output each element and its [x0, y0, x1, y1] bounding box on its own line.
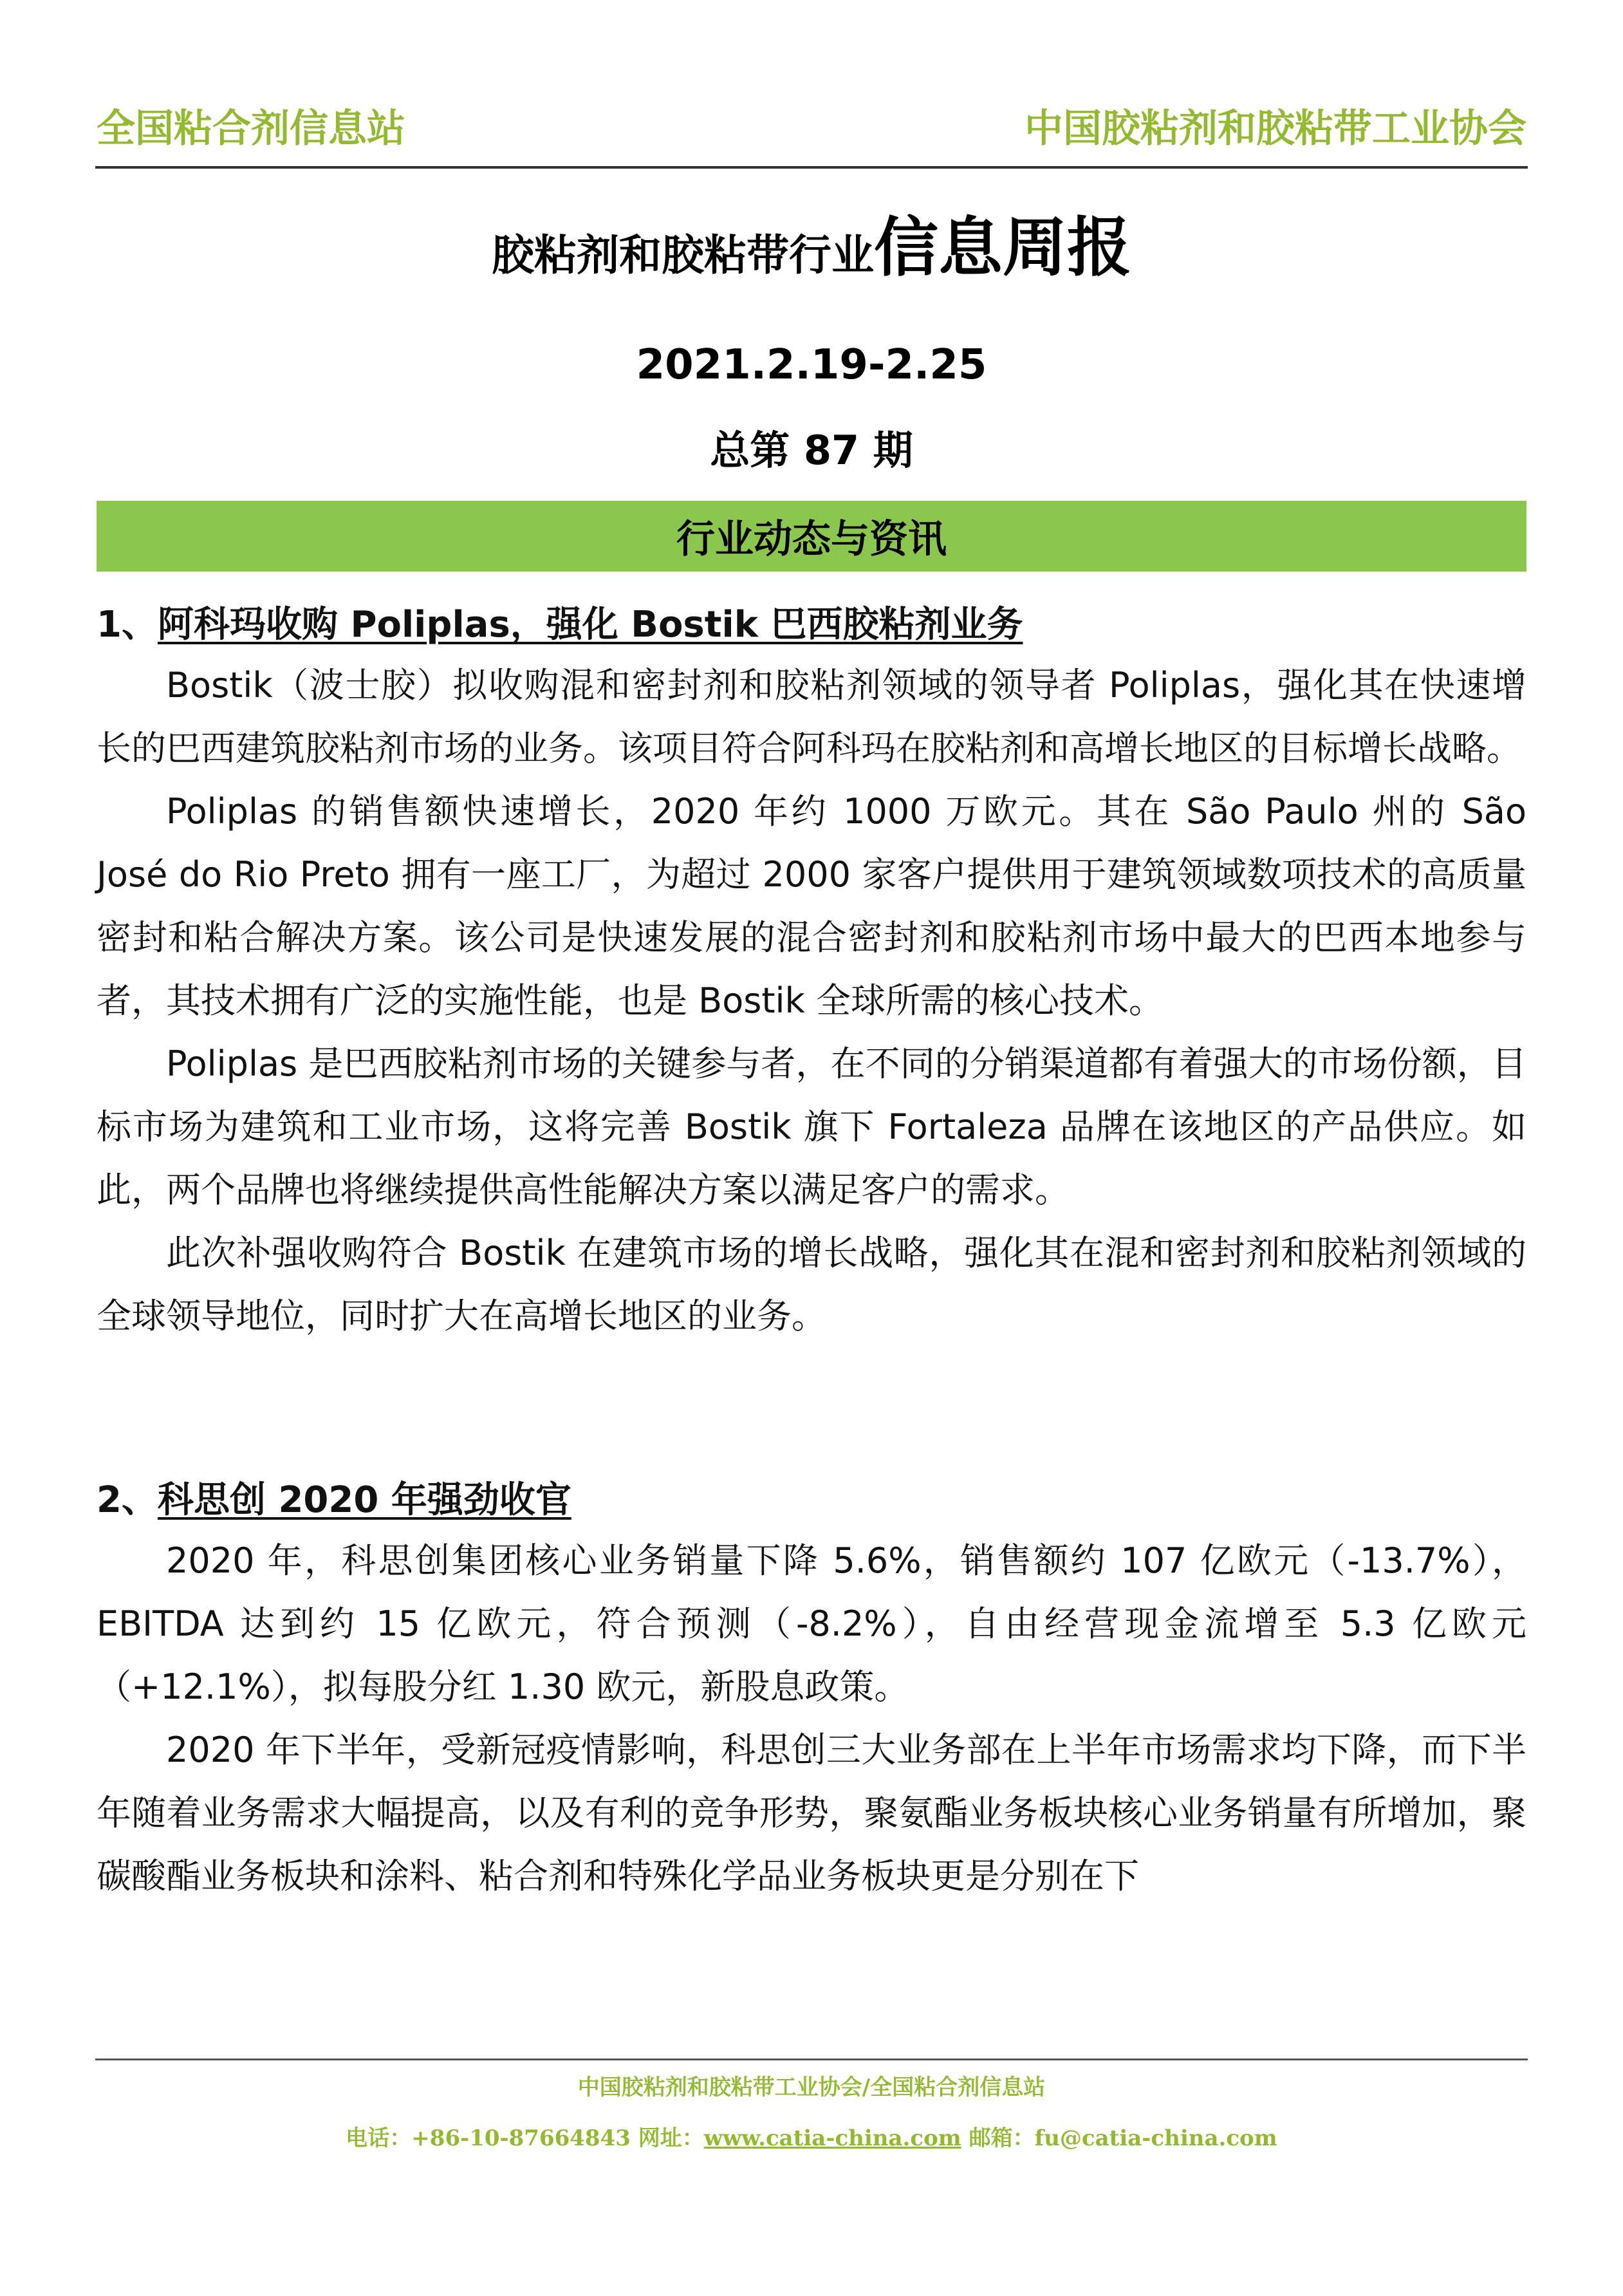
date-range: 2021.2.19-2.25 — [636, 341, 987, 389]
header-divider — [95, 166, 1528, 169]
article-number: 1、 — [97, 604, 158, 646]
footer-organization: 中国胶粘剂和胶粘带工业协会/全国粘合剂信息站 — [577, 2075, 1046, 2100]
footer-divider — [95, 2058, 1528, 2060]
header-right-association-name: 中国胶粘剂和胶粘带工业协会 — [1025, 106, 1526, 151]
footer-contact — [97, 2120, 1526, 2152]
article-paragraph: 2020 年下半年，受新冠疫情影响，科思创三大业务部在上半年市场需求均下降，而下半年随着业务需求大幅提高，以及有利的竞争形势，聚氨酯业务板块核心业务销量有所增加，聚碳酸酯业务板块和涂料、粘合剂和特殊化学品业务板块更是分别在下 — [97, 1729, 1526, 1896]
issue-number: 总第 87 期 — [710, 427, 913, 474]
article-paragraph: 此次补强收购符合 Bostik 在建筑市场的增长战略，强化其在混和密封剂和胶粘剂领域的全球领导地位，同时扩大在高增长地区的业务。 — [97, 1232, 1526, 1336]
article-paragraph: Poliplas 的销售额快速增长，2020 年约 1000 万欧元。其在 São Paulo 州的 São José do Rio Preto 拥有一座工厂，为超过 2000 家客户提供用于建筑领域数项技术的高质量密封和粘合解决方案。该公司是快速发展的混合密封剂和胶粘剂市场中最大的巴西本地参与者，其技术拥有广泛的实施性能，也是 Bostik 全球所需的核心技术。 — [97, 790, 1526, 1021]
footer-email: 邮箱：fu@catia-china.com — [961, 2125, 1277, 2151]
article-paragraph: Bostik（波士胶）拟收购混和密封剂和胶粘剂领域的领导者 Poliplas，强化其在快速增长的巴西建筑胶粘剂市场的业务。该项目符合阿科玛在胶粘剂和高增长地区的目标增长战略。 — [97, 664, 1526, 769]
article-heading — [97, 1477, 1526, 1524]
article-title: 科思创 2020 年强劲收官 — [157, 1479, 571, 1521]
article-2 — [97, 1477, 1526, 1908]
footer-website-link[interactable]: www.catia-china.com — [703, 2125, 961, 2151]
title-prefix: 胶粘剂和胶粘带行业 — [492, 230, 874, 280]
article-1 — [97, 602, 1526, 1348]
article-title: 阿科玛收购 Poliplas，强化 Bostik 巴西胶粘剂业务 — [157, 604, 1023, 646]
article-heading — [97, 602, 1526, 649]
article-paragraph: Poliplas 是巴西胶粘剂市场的关键参与者，在不同的分销渠道都有着强大的市场份额，目标市场为建筑和工业市场，这将完善 Bostik 旗下 Fortaleza 品牌在该地区的产品供应。如此，两个品牌也将继续提供高性能解决方案以满足客户的需求。 — [97, 1043, 1526, 1210]
section-band: 行业动态与资讯 — [97, 501, 1526, 572]
article-number: 2、 — [97, 1479, 158, 1521]
page-title — [97, 210, 1526, 285]
title-main: 信息周报 — [874, 210, 1131, 285]
header-left-site-name: 全国粘合剂信息站 — [97, 106, 405, 151]
article-paragraph: 2020 年，科思创集团核心业务销量下降 5.6%，销售额约 107 亿欧元（-13.7%），EBITDA 达到约 15 亿欧元，符合预测（-8.2%），自由经营现金流增至 5.3 亿欧元（+12.1%），拟每股分红 1.30 欧元，新股息政策。 — [97, 1540, 1526, 1707]
footer-phone: 电话：+86-10-87664843 网址： — [346, 2125, 704, 2151]
